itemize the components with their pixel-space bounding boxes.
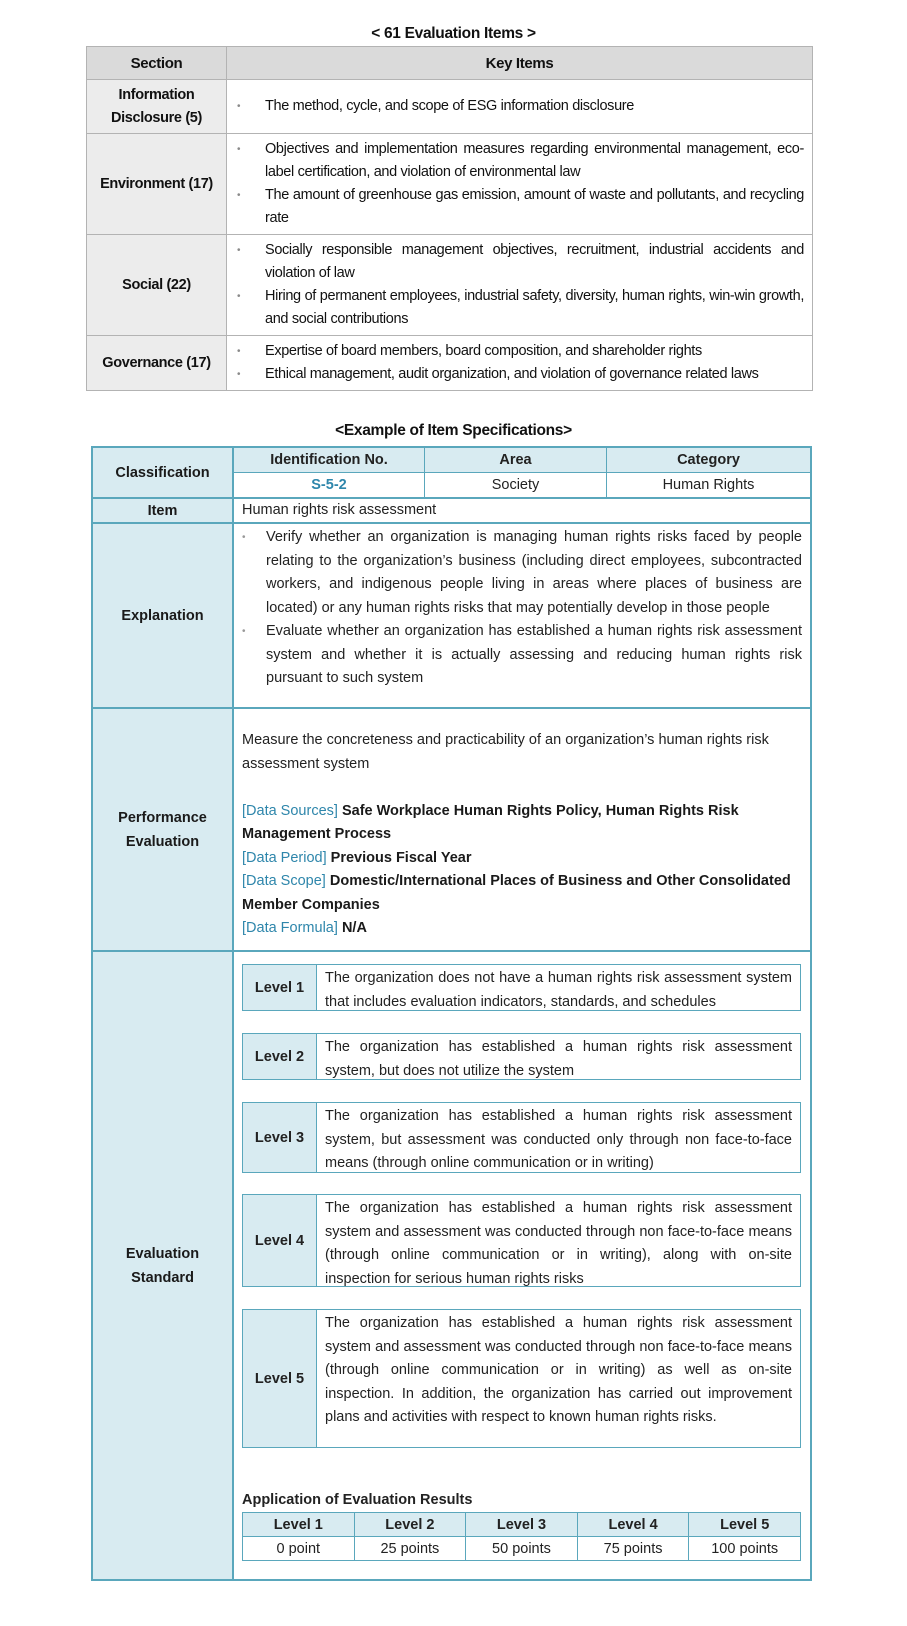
list-item: • Socially responsible management objectives, recruitment, industrial accidents and violation of law [235, 239, 804, 285]
points-header: Level 3 [466, 1513, 578, 1537]
evaluation-standard-label: Evaluation Standard [93, 952, 232, 1579]
id-value: S-5-2 [311, 477, 347, 493]
section-cell: Information Disclosure (5) [87, 80, 227, 134]
list-item: • The method, cycle, and scope of ESG information disclosure [235, 95, 804, 118]
explanation-label: Explanation [93, 524, 232, 707]
explanation-content [236, 526, 802, 691]
points-value-row [243, 1537, 801, 1561]
level-label: Level 4 [243, 1195, 317, 1286]
list-item: • Expertise of board members, board composition, and shareholder rights [235, 340, 804, 363]
points-header: Level 1 [243, 1513, 355, 1537]
list-item: • Objectives and implementation measures regarding environmental management, eco-label certification, and violation of environmental law [235, 138, 804, 184]
section-cell: Governance (17) [87, 336, 227, 391]
level-text: The organization has established a human rights risk assessment system, but assessment was conducted only through non face-to-face means (through online communication or in writing) [325, 1108, 792, 1171]
section-cell: Social (22) [87, 235, 227, 336]
list-item: • Hiring of permanent employees, industrial safety, diversity, human rights, win-win growth, and social contributions [235, 285, 804, 331]
level-text: The organization has established a human rights risk assessment system and assessment was conducted through non face-to-face means (through online communication or in writing) as well as on-site inspection. In addition, the organization has carried out improvement plans and activities with respect to known human rights risks. [325, 1315, 792, 1425]
list-item: • The amount of greenhouse gas emission, amount of waste and pollutants, and recycling rate [235, 184, 804, 230]
section-cell: Environment (17) [87, 134, 227, 235]
application-title: Application of Evaluation Results [242, 1492, 473, 1508]
performance-evaluation-content [242, 729, 802, 941]
section-header: Section [87, 47, 227, 80]
performance-text: Measure the concreteness and practicability of an organization’s human rights risk assessment system [242, 732, 769, 772]
table-row [87, 80, 813, 134]
points-value: 100 points [689, 1537, 801, 1561]
explanation-bullet: • Evaluate whether an organization has established a human rights risk assessment system and whether it is actually assessing and reducing human rights risk pursuant to such system [236, 620, 802, 691]
table-row [87, 134, 813, 235]
performance-evaluation-label: Performance Evaluation [93, 709, 232, 950]
level-text: The organization has established a human rights risk assessment system, but does not utilize the system [325, 1039, 792, 1079]
classification-label: Classification [93, 448, 232, 497]
level-2-box [242, 1033, 801, 1080]
list-item: • Ethical management, audit organization, and violation of governance related laws [235, 363, 804, 386]
points-header: Level 4 [577, 1513, 689, 1537]
category-header: Category [607, 448, 810, 472]
table-row [87, 235, 813, 336]
evaluation-items-table [86, 46, 813, 391]
level-3-box [242, 1102, 801, 1173]
level-1-box [242, 964, 801, 1011]
area-value: Society [491, 477, 540, 493]
area-header: Area [425, 448, 606, 472]
points-header: Level 2 [354, 1513, 466, 1537]
points-table [242, 1512, 801, 1561]
item-value: Human rights risk assessment [242, 502, 437, 518]
category-value: Human Rights [662, 477, 755, 493]
item-label: Item [93, 499, 232, 522]
level-5-box [242, 1309, 801, 1448]
level-label: Level 3 [243, 1103, 317, 1172]
level-label: Level 1 [243, 965, 317, 1010]
evaluation-items-title: < 61 Evaluation Items > [371, 25, 536, 42]
points-value: 25 points [354, 1537, 466, 1561]
level-label: Level 2 [243, 1034, 317, 1079]
points-header: Level 5 [689, 1513, 801, 1537]
item-specifications-title: <Example of Item Specifications> [335, 422, 572, 439]
table-row [87, 336, 813, 391]
key-items-header: Key Items [227, 47, 813, 80]
level-label: Level 5 [243, 1310, 317, 1447]
table-header-row [87, 47, 813, 80]
data-sources: [Data Sources] Safe Workplace Human Rights Policy, Human Rights Risk Management Process [242, 802, 739, 842]
data-formula: [Data Formula] N/A [242, 920, 367, 936]
item-specifications-table [91, 446, 812, 1581]
level-4-box [242, 1194, 801, 1287]
id-header: Identification No. [234, 448, 424, 472]
data-period: [Data Period] Previous Fiscal Year [242, 849, 472, 866]
points-value: 75 points [577, 1537, 689, 1561]
points-header-row [243, 1513, 801, 1537]
level-text: The organization has established a human rights risk assessment system and assessment was conducted through non face-to-face means (through online communication or in writing), along with on-site inspection for serious human rights risks [325, 1200, 792, 1287]
points-value: 50 points [466, 1537, 578, 1561]
points-value: 0 point [243, 1537, 355, 1561]
level-text: The organization does not have a human rights risk assessment system that includes evaluation indicators, standards, and schedules [325, 970, 792, 1010]
explanation-bullet: • Verify whether an organization is managing human rights risks faced by people relating to the organization’s business (including direct employees, subcontracted workers, and indigenous people living in areas where places of business are located) or any human rights risks that may potentially develop in those people [236, 526, 802, 620]
data-scope: [Data Scope] Domestic/International Places of Business and Other Consolidated Member Companies [242, 873, 791, 913]
